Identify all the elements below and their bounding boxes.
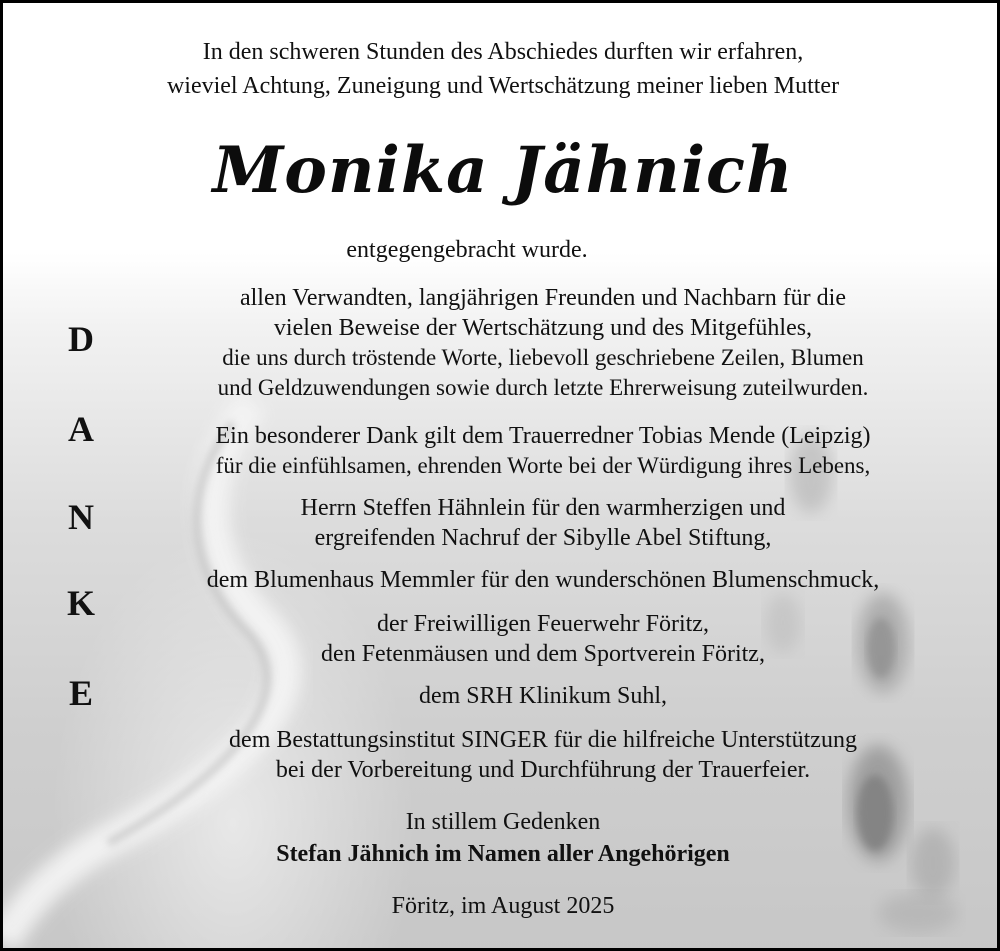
thanks-p1-line-2: vielen Beweise der Wertschätzung und des Mitgefühles, [273,315,813,341]
thanks-p1-line-3: die uns durch tröstende Worte, liebevoll geschriebene Zeilen, Blumen [222,345,864,370]
after-name-text: entgegengebracht wurde. [346,237,588,263]
danke-letter-n: N [68,497,94,537]
deceased-name: Monika Jähnich [212,133,794,208]
place-date: Föritz, im August 2025 [391,893,615,919]
thanks-p1-line-1: allen Verwandten, langjährigen Freunden und Nachbarn für die [239,285,846,311]
thanks-p2-line-2: für die einfühlsamen, ehrenden Worte bei der Würdigung ihres Lebens, [215,453,871,478]
danke-letter-e: E [68,673,93,713]
thanks-p2-line-1: Ein besonderer Dank gilt dem Trauerredner Tobias Mende (Leipzig) [215,423,871,449]
thanks-p6-line-1: dem SRH Klinikum Suhl, [418,683,668,709]
thanks-p5-line-1: der Freiwilligen Feuerwehr Föritz, [377,611,709,637]
thanks-p4-line-1: dem Blumenhaus Memmler für den wunderschönen Blumenschmuck, [206,567,880,593]
thanks-p7-line-1: dem Bestattungsinstitut SINGER für die hilfreiche Unterstützung [229,727,857,753]
signature: Stefan Jähnich im Namen aller Angehörigen [276,841,730,867]
memorial-text: In stillem Gedenken [405,809,601,835]
danke-letter-k: K [66,583,95,623]
thanks-p1-line-4: und Geldzuwendungen sowie durch letzte Ehrerweisung zuteilwurden. [217,375,869,400]
intro-line-1: In den schweren Stunden des Abschiedes durften wir erfahren, [202,39,804,65]
danke-letter-a: A [68,409,94,449]
danke-letter-d: D [68,319,94,359]
thanks-p3-line-1: Herrn Steffen Hähnlein für den warmherzigen und [300,495,786,521]
thanks-p7-line-2: bei der Vorbereitung und Durchführung der Trauerfeier. [275,757,811,783]
intro-line-2: wieviel Achtung, Zuneigung und Wertschätzung meiner lieben Mutter [166,73,840,99]
thanks-p5-line-2: den Fetenmäusen und dem Sportverein Föritz, [321,641,765,667]
thanks-p3-line-2: ergreifenden Nachruf der Sibylle Abel Stiftung, [314,525,772,551]
